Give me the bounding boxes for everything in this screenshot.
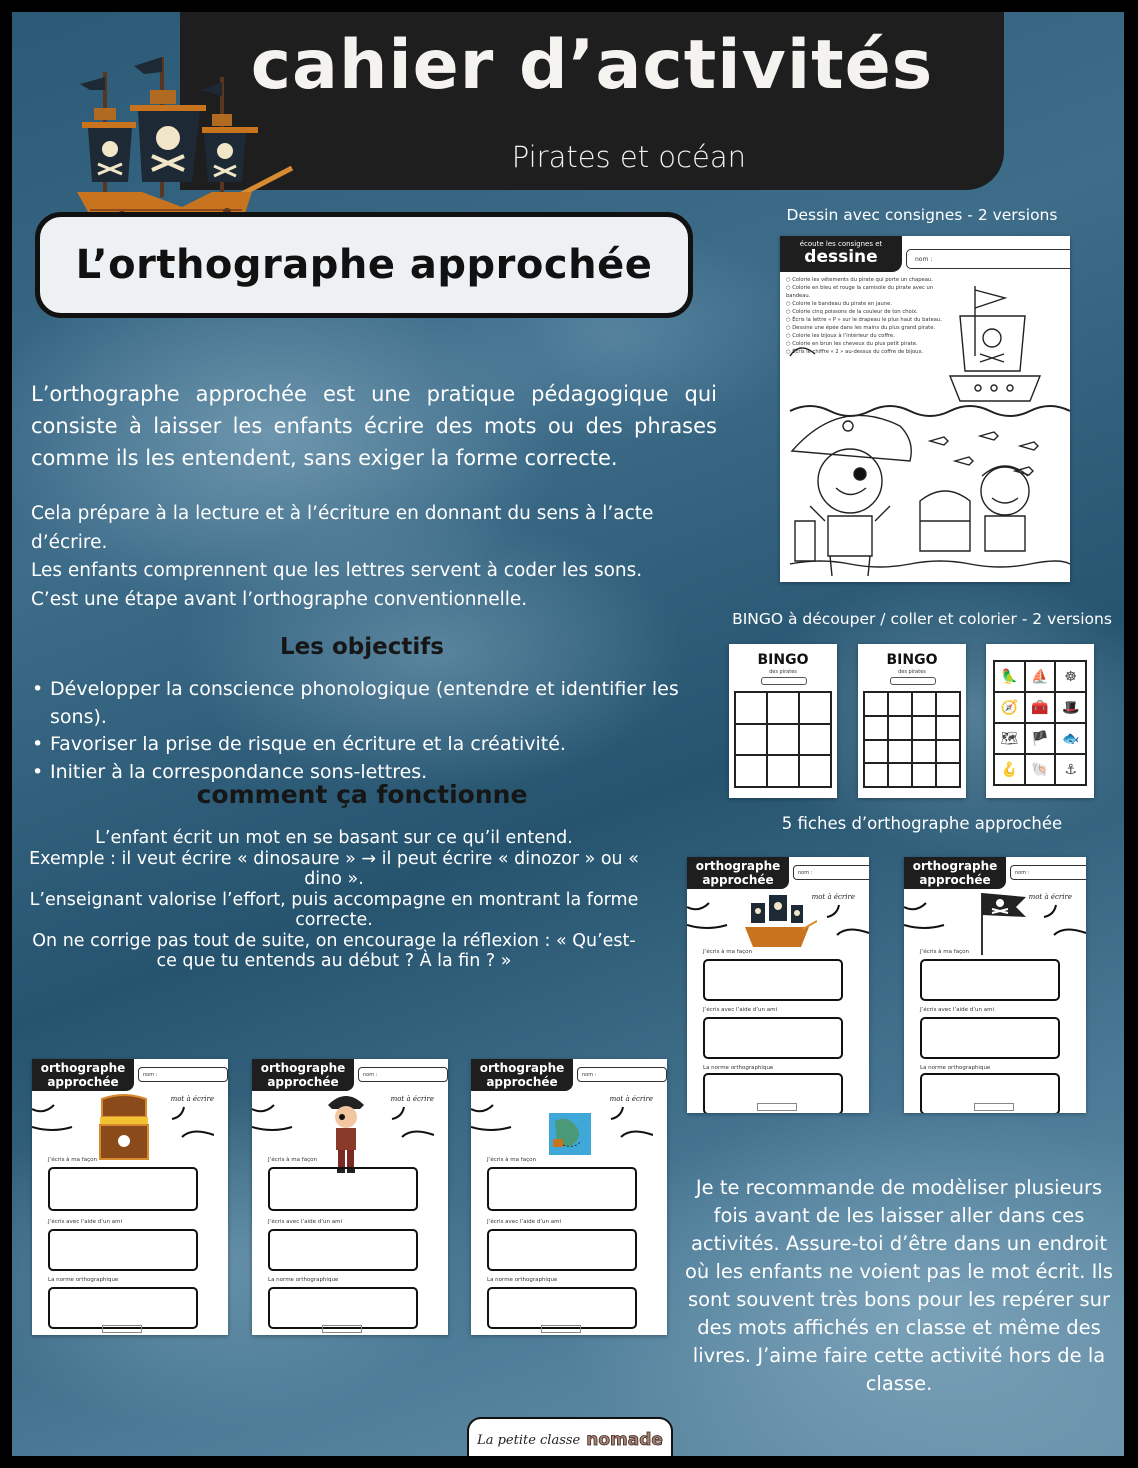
- compass-icon: 🧭: [994, 692, 1025, 723]
- section-title-pill: [35, 212, 693, 318]
- name-field: nom :: [1010, 865, 1086, 880]
- drawing-caption: Dessin avec consignes - 2 versions: [786, 206, 1058, 224]
- answer-box: [48, 1167, 198, 1211]
- treasure-map-icon: [547, 1111, 593, 1157]
- pirate-ship-icon: [42, 32, 312, 242]
- fiche-thumbnail-ship: [687, 857, 869, 1113]
- instruction-item: ○ Colorie le bandeau du pirate en jaune.: [786, 300, 956, 308]
- instruction-item: ○ Écris le chiffre « 2 » au-dessus du coffre de bijoux.: [786, 348, 956, 356]
- answer-box: [268, 1287, 418, 1329]
- answer-box: [920, 1017, 1060, 1059]
- fish-icon: 🐟: [1055, 723, 1086, 754]
- bingo-subtitle: des pirates: [769, 669, 797, 675]
- fiche-header: orthographe approchée: [252, 1059, 354, 1091]
- preparation-line: Les enfants comprennent que les lettres servent à coder les sons.: [31, 560, 643, 581]
- map-icon: 🗺: [994, 723, 1025, 754]
- objective-item: • Initier à la correspondance sons-lettres.: [32, 759, 732, 787]
- how-it-works-heading: comment ça fonctionne: [196, 780, 528, 809]
- bingo-sheet-4x4: [858, 644, 966, 798]
- treasure-chest-icon: [94, 1093, 154, 1163]
- preparation-line: C’est une étape avant l’orthographe conventionnelle.: [31, 588, 528, 610]
- answer-box: [487, 1167, 637, 1211]
- answer-box: [703, 1017, 843, 1059]
- hook-icon: 🪝: [994, 754, 1025, 785]
- box-label: La norme orthographique: [48, 1277, 119, 1283]
- answer-box: [920, 959, 1060, 1001]
- drawing-instructions-list: [786, 276, 956, 356]
- answer-box: [487, 1229, 637, 1271]
- word-label: mot à écrire: [1028, 893, 1072, 901]
- pirate-flag-icon: [954, 885, 1034, 955]
- treasure-chest-icon: 🧰: [1025, 692, 1056, 723]
- bingo-name-field: [761, 677, 807, 685]
- box-label: J’écris avec l’aide d’un ami: [920, 1007, 994, 1013]
- fiche-header: orthographe approchée: [471, 1059, 573, 1091]
- how-line: L’enseignant valorise l’effort, puis accompagne en montrant la forme correcte.: [29, 889, 639, 930]
- pirate-ship-icon: [737, 885, 817, 955]
- answer-box: [48, 1229, 198, 1271]
- name-field: nom :: [577, 1067, 667, 1082]
- drawing-sheet-header-small: écoute les consignes et: [799, 240, 883, 248]
- bingo-title: BINGO: [757, 652, 809, 668]
- bingo-subtitle: des pirates: [898, 669, 926, 675]
- name-field: nom :: [358, 1067, 448, 1082]
- word-label: mot à écrire: [811, 893, 855, 901]
- fiche-thumbnail-flag: [904, 857, 1086, 1113]
- parrot-icon: 🦜: [994, 661, 1025, 692]
- fiche-thumbnail-map: [471, 1059, 667, 1335]
- brand-script: La petite classe: [477, 1432, 581, 1448]
- shell-icon: 🐚: [1025, 754, 1056, 785]
- instruction-item: ○ Colorie en brun les cheveux du plus petit pirate.: [786, 340, 956, 348]
- box-label: J’écris avec l’aide d’un ami: [48, 1219, 122, 1225]
- instruction-item: ○ Colorie cinq poissons de la couleur de ton choix.: [786, 308, 956, 316]
- answer-box: [703, 959, 843, 1001]
- how-line: Exemple : il veut écrire « dinosaure » → il peut écrire « dinozor » ou « dino ».: [29, 848, 639, 889]
- how-line: On ne corrige pas tout de suite, on encourage la réflexion : « Qu’est-ce que tu entends au début ? À la fin ? »: [32, 930, 636, 971]
- fiches-caption: 5 fiches d’orthographe approchée: [781, 814, 1063, 833]
- fiche-footer-logo: [974, 1103, 1014, 1111]
- box-label: J’écris avec l’aide d’un ami: [268, 1219, 342, 1225]
- instruction-item: ○ Dessine une épée dans les mains du plus grand pirate.: [786, 324, 956, 332]
- recommendation-paragraph: Je te recommande de modèliser plusieurs fois avant de les laisser aller dans ces activités. Assure-toi d’être dans un endroit où les enfants ne voient pas le mot écrit. Ils sont souvent très bons pour les repérer sur des mots affichés en classe et même des livres. J’aime faire cette activité hors de la classe.: [684, 1176, 1114, 1395]
- answer-box: [48, 1287, 198, 1329]
- anchor-icon: ⚓: [1055, 754, 1086, 785]
- box-label: J’écris à ma façon: [268, 1157, 317, 1163]
- bingo-grid: [734, 691, 832, 788]
- answer-box: [268, 1167, 418, 1211]
- box-label: La norme orthographique: [703, 1065, 774, 1071]
- drawing-sheet-thumbnail: [780, 236, 1070, 582]
- box-label: J’écris à ma façon: [48, 1157, 97, 1163]
- preparation-paragraph: [31, 500, 717, 614]
- objective-item: • Favoriser la prise de risque en écriture et la créativité.: [32, 731, 732, 759]
- bingo-title: BINGO: [886, 652, 938, 668]
- word-label: mot à écrire: [609, 1095, 653, 1103]
- box-label: La norme orthographique: [487, 1277, 558, 1283]
- fiche-thumbnail-pirate: [252, 1059, 448, 1335]
- objective-item: • Développer la conscience phonologique (entendre et identifier les sons).: [32, 676, 732, 731]
- box-label: J’écris avec l’aide d’un ami: [487, 1219, 561, 1225]
- fiche-footer-logo: [322, 1325, 362, 1333]
- helm-icon: ☸: [1055, 661, 1086, 692]
- objectives-heading: Les objectifs: [280, 634, 444, 660]
- brand-name: nomade: [586, 1430, 663, 1450]
- page: [12, 12, 1124, 1456]
- pirate-hat-icon: 🎩: [1055, 692, 1086, 723]
- preparation-line: Cela prépare à la lecture et à l’écriture en donnant du sens à l’acte d’écrire.: [31, 503, 654, 553]
- fiche-thumbnail-treasure-chest: [32, 1059, 228, 1335]
- name-field: nom :: [906, 249, 1070, 269]
- instruction-item: ○ Colorie en bleu et rouge la camisole du pirate avec un bandeau.: [786, 284, 956, 300]
- fiche-header: orthographe approchée: [32, 1059, 134, 1091]
- drawing-sheet-header: [780, 236, 902, 272]
- fiche-header: orthographe approchée: [904, 857, 1006, 889]
- picture-grid: [993, 660, 1087, 786]
- fiche-footer-logo: [102, 1325, 142, 1333]
- name-field: nom :: [793, 865, 869, 880]
- bingo-sheet-3x3: [729, 644, 837, 798]
- box-label: J’écris avec l’aide d’un ami: [703, 1007, 777, 1013]
- answer-box: [268, 1229, 418, 1271]
- box-label: J’écris à ma façon: [487, 1157, 536, 1163]
- intro-paragraph: L’orthographe approchée est une pratique pédagogique qui consiste à laisser les enfants écrire des mots ou des phrases comme ils les entendent, sans exiger la forme correcte.: [31, 382, 717, 470]
- box-label: La norme orthographique: [920, 1065, 991, 1071]
- ship-icon: ⛵: [1025, 661, 1056, 692]
- answer-box: [487, 1287, 637, 1329]
- instruction-item: ○ Colorie les bijoux à l’intérieur du coffre.: [786, 332, 956, 340]
- instruction-item: ○ Écris la lettre « P » sur le drapeau le plus haut du bateau.: [786, 316, 956, 324]
- word-label: mot à écrire: [390, 1095, 434, 1103]
- word-label: mot à écrire: [170, 1095, 214, 1103]
- box-label: J’écris à ma façon: [703, 949, 752, 955]
- bingo-caption: BINGO à découper / coller et colorier - 2 versions: [732, 610, 1112, 628]
- bingo-grid: [863, 691, 961, 788]
- page-subtitle: Pirates et océan: [511, 140, 746, 174]
- section-title: L’orthographe approchée: [75, 242, 653, 288]
- flag-icon: 🏴: [1025, 723, 1056, 754]
- box-label: La norme orthographique: [268, 1277, 339, 1283]
- fiche-footer-logo: [757, 1103, 797, 1111]
- objectives-list: [32, 676, 732, 786]
- name-field: nom :: [138, 1067, 228, 1082]
- bingo-picture-cards: [986, 644, 1094, 798]
- fiche-header: orthographe approchée: [687, 857, 789, 889]
- instruction-item: ○ Colorie les vêtements du pirate qui porte un chapeau.: [786, 276, 956, 284]
- how-it-works-text: [24, 828, 644, 972]
- drawing-sheet-header-big: dessine: [804, 247, 878, 267]
- bingo-name-field: [890, 677, 936, 685]
- brand-logo: [467, 1417, 673, 1456]
- pirate-boy-icon: [324, 1091, 368, 1173]
- page-title: cahier d’activités: [250, 26, 934, 105]
- how-line: L’enfant écrit un mot en se basant sur ce qu’il entend.: [95, 828, 573, 848]
- box-label: J’écris à ma façon: [920, 949, 969, 955]
- fiche-footer-logo: [541, 1325, 581, 1333]
